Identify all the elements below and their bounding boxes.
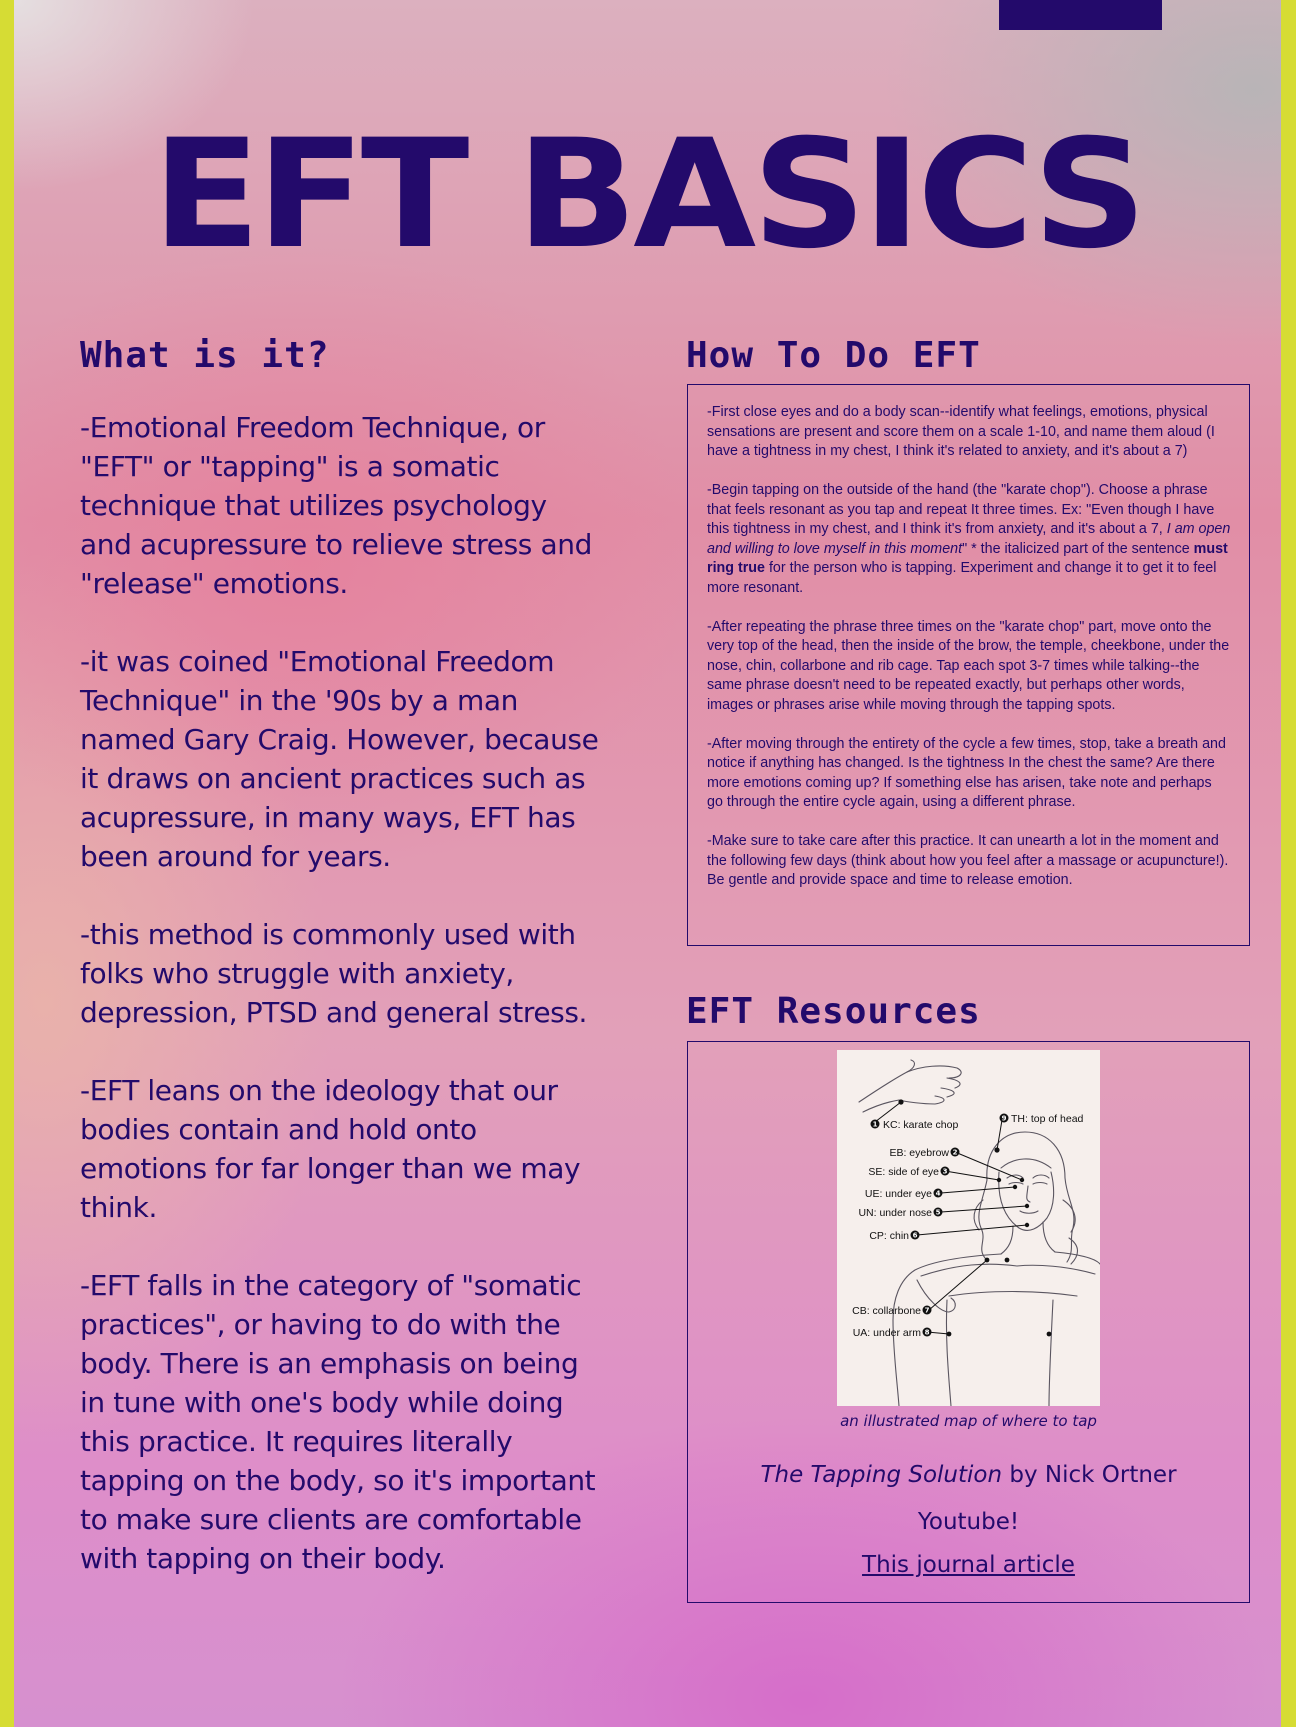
map-number-th: 9 <box>1001 1114 1007 1123</box>
journal-article-link[interactable]: This journal article <box>862 1552 1075 1578</box>
step2-italic-phrase: I am open and willing to love myself in this moment <box>707 521 1231 557</box>
what-is-it-heading: What is it? <box>80 335 330 376</box>
map-label-th: TH: top of head <box>1011 1113 1084 1125</box>
resource-article <box>688 1552 1249 1578</box>
what-paragraph: -EFT leans on the ideology that our bodies contain and hold onto emotions for far longer than we may think. <box>80 1074 581 1224</box>
map-number-cp: 6 <box>912 1231 918 1240</box>
step2-end: for the person who is tapping. Experiment and change it to get it to feel more resonant. <box>707 560 1217 596</box>
what-paragraph: -Emotional Freedom Technique, or "EFT" or "tapping" is a somatic technique that utilizes psychology and acupressure to relieve stress and "release" emotions. <box>80 411 592 600</box>
what-is-it-body <box>80 408 600 1617</box>
map-number-ua: 8 <box>924 1328 930 1337</box>
map-number-ue: 4 <box>935 1189 941 1198</box>
howto-step-3: -After repeating the phrase three times on the "karate chop" part, move onto the very top of the head, then the inside of the brow, the temple, cheekbone, under the nose, chin, collarbone and rib cage. Tap each spot 3-7 times while talking--the same phrase doesn't need to be repeated exactly, but perhaps other words, images or phrases arise while moving through the tapping spots. <box>707 618 1230 713</box>
map-number-kc: 1 <box>872 1120 878 1129</box>
map-label-kc: KC: karate chop <box>883 1119 959 1131</box>
map-label-cp: CP: chin <box>869 1230 909 1242</box>
resources-heading: EFT Resources <box>686 991 981 1032</box>
map-label-cb: CB: collarbone <box>852 1305 921 1317</box>
map-label-ua: UA: under arm <box>852 1327 921 1339</box>
resource-youtube: Youtube! <box>917 1509 1020 1535</box>
poster-page <box>14 0 1281 1727</box>
map-label-se: SE: side of eye <box>868 1166 939 1178</box>
howto-step-2 <box>707 481 1231 598</box>
howto-step-5: -Make sure to take care after this practice. It can unearth a lot in the moment and the following few days (think about how you feel after a massage or acupuncture!). Be gentle and provide space and time to release emotion. <box>707 833 1229 888</box>
step2-intro: -Begin tapping on the outside of the hand (the "karate chop"). Choose a phrase that feels resonant as you tap and repeat It three times. Ex: "Even though I have this tightness in my chest, and I think it's from anxiety, and it's about a 7, <box>707 482 1215 537</box>
map-label-ue: UE: under eye <box>864 1188 932 1200</box>
map-number-un: 5 <box>935 1208 941 1217</box>
step2-mid: " * the italicized part of the sentence <box>962 540 1194 557</box>
corner-accent-bar <box>999 0 1162 30</box>
map-number-se: 3 <box>942 1167 948 1176</box>
map-label-eb: EB: eyebrow <box>889 1147 949 1159</box>
map-caption: an illustrated map of where to tap <box>840 1412 1097 1430</box>
tapping-map-svg <box>837 1050 1100 1406</box>
resources-box <box>687 1041 1250 1603</box>
what-paragraph: -this method is commonly used with folks who struggle with anxiety, depression, PTSD and general stress. <box>80 918 588 1029</box>
map-number-cb: 7 <box>924 1306 930 1315</box>
howto-step-4: -After moving through the entirety of the cycle a few times, stop, take a breath and notice if anything has changed. Is the tightness In the chest the same? Are there more emotions coming up? If something else has arisen, take note and perhaps go through the entire cycle again, using a different phrase. <box>707 735 1226 810</box>
map-label-un: UN: under nose <box>858 1207 932 1219</box>
how-to-heading: How To Do EFT <box>686 335 981 376</box>
book-title: The Tapping Solution <box>760 1462 1003 1488</box>
what-paragraph: -EFT falls in the category of "somatic practices", or having to do with the body. There is an emphasis on being in tune with one's body while doing this practice. It requires literally tapping on the body, so it's important to make sure clients are comfortable with tapping on their body. <box>80 1269 596 1575</box>
tapping-points-illustration <box>837 1050 1100 1406</box>
what-paragraph: -it was coined "Emotional Freedom Technique" in the '90s by a man named Gary Craig. However, because it draws on ancient practices such as acupressure, in many ways, EFT has been around for years. <box>80 645 599 873</box>
resource-book <box>688 1462 1249 1488</box>
book-author: by Nick Ortner <box>1002 1462 1177 1488</box>
map-number-eb: 2 <box>952 1148 958 1157</box>
howto-step-1: -First close eyes and do a body scan--identify what feelings, emotions, physical sensations are present and score them on a scale 1-10, and name them aloud (I have a tightness in my chest, I think it's related to anxiety, and it's about a 7) <box>707 404 1215 459</box>
how-to-box <box>687 384 1250 946</box>
step2-bold-phrase: must ring true <box>707 540 1228 576</box>
page-title: EFT BASICS <box>152 108 1143 282</box>
